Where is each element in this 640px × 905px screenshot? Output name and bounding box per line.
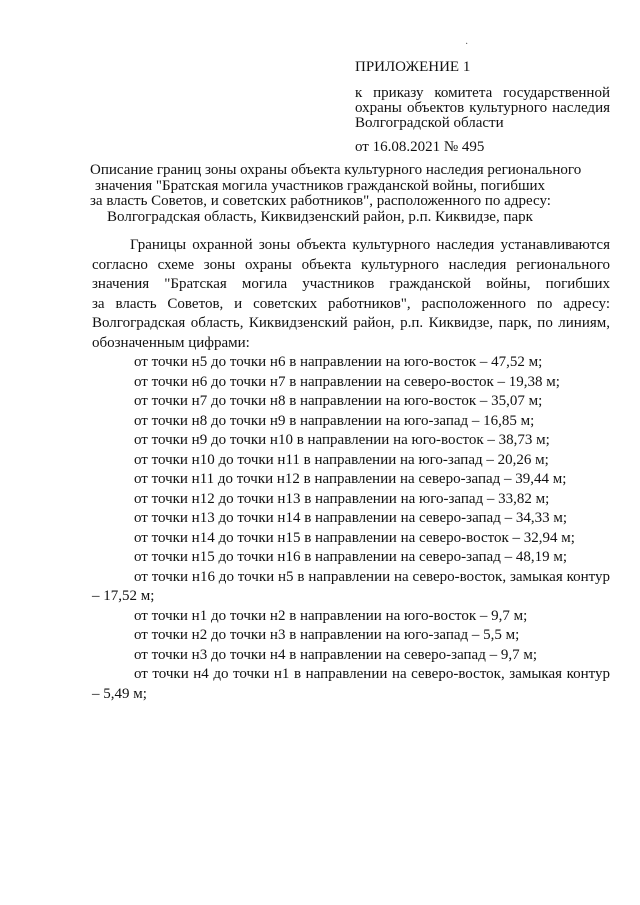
document-body <box>92 236 610 704</box>
boundary-segment: от точки н9 до точки н10 в направлении на юго-восток – 38,73 м; <box>134 432 550 448</box>
intro-line: за власть Советов, и советских работников", расположенного по адресу: <box>92 295 610 312</box>
boundary-segment: от точки н2 до точки н3 в направлении на юго-запад – 5,5 м; <box>134 627 520 643</box>
intro-line: обозначенным цифрами: <box>92 334 250 351</box>
order-date-number: от 16.08.2021 № 495 <box>355 139 485 155</box>
basis-line: Волгоградской области <box>355 115 504 131</box>
boundary-segment: от точки н6 до точки н7 в направлении на северо-восток – 19,38 м; <box>134 373 560 390</box>
title-line: Описание границ зоны охраны объекта культурного наследия регионального <box>90 162 582 178</box>
title-line: Волгоградская область, Киквидзенский район, р.п. Киквидзе, парк <box>107 208 533 225</box>
boundary-segment: от точки н15 до точки н16 в направлении на северо-запад – 48,19 м; <box>134 549 568 565</box>
boundary-segment: от точки н8 до точки н9 в направлении на юго-запад – 16,85 м; <box>134 412 535 429</box>
title-line: значения "Братская могила участников гражданской войны, погибших <box>94 177 546 194</box>
boundary-segment: от точки н10 до точки н11 в направлении на юго-запад – 20,26 м; <box>134 451 549 468</box>
boundary-segment: от точки н5 до точки н6 в направлении на юго-восток – 47,52 м; <box>134 354 543 370</box>
boundary-segment: от точки н11 до точки н12 в направлении на северо-запад – 39,44 м; <box>134 471 567 487</box>
basis-line: охраны объектов культурного наследия <box>355 100 610 116</box>
appendix-basis <box>355 86 610 131</box>
intro-line: Волгоградская область, Киквидзенский район, р.п. Киквидзе, парк, по линиям, <box>92 315 610 331</box>
title-line: за власть Советов, и советских работников", расположенного по адресу: <box>90 193 551 209</box>
boundary-segment: от точки н7 до точки н8 в направлении на юго-восток – 35,07 м; <box>134 393 543 409</box>
closing-segment-length: – 5,49 м; <box>92 685 147 702</box>
closing-segment: от точки н16 до точки н5 в направлении на северо-восток, замыкая контур <box>134 568 610 585</box>
scan-mark: · <box>465 39 469 50</box>
intro-line: согласно схеме зоны охраны объекта культурного наследия регионального <box>92 256 610 273</box>
boundary-segment: от точки н3 до точки н4 в направлении на северо-запад – 9,7 м; <box>134 646 538 663</box>
boundary-segment: от точки н14 до точки н15 в направлении на северо-восток – 32,94 м; <box>134 529 575 546</box>
appendix-heading: ПРИЛОЖЕНИЕ 1 <box>355 59 471 75</box>
boundary-segment: от точки н12 до точки н13 в направлении на юго-запад – 33,82 м; <box>134 490 550 507</box>
closing-segment: от точки н4 до точки н1 в направлении на северо-восток, замыкая контур <box>134 666 610 682</box>
document-title <box>90 162 582 225</box>
boundary-segment: от точки н1 до точки н2 в направлении на юго-восток – 9,7 м; <box>134 607 528 624</box>
intro-line: значения "Братская могила участников гражданской войны, погибших <box>92 276 610 292</box>
intro-line: Границы охранной зоны объекта культурного наследия устанавливаются <box>130 237 610 253</box>
basis-line: к приказу комитета государственной <box>355 85 610 101</box>
closing-segment-length: – 17,52 м; <box>92 588 155 604</box>
boundary-segment: от точки н13 до точки н14 в направлении на северо-запад – 34,33 м; <box>134 510 568 526</box>
